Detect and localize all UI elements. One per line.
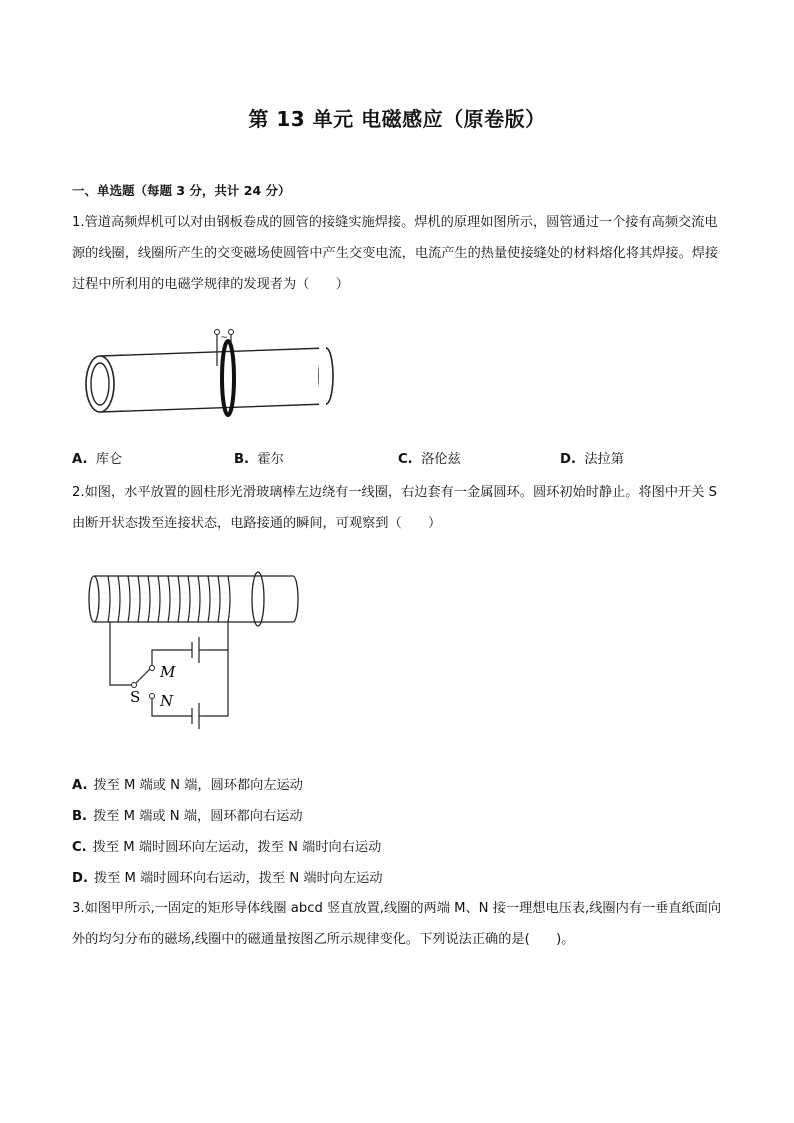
option-c-text: 洛伦兹: [421, 452, 461, 467]
option-b[interactable]: [234, 448, 284, 467]
option-a-label: A.: [72, 452, 88, 467]
q2-option-c[interactable]: [72, 836, 381, 855]
q2-option-d[interactable]: [72, 867, 383, 886]
coil-rod-circuit-figure: [86, 568, 306, 733]
q2-option-a-label: A.: [72, 778, 88, 793]
q2-option-b-label: B.: [72, 809, 88, 824]
question-1-text: 1.管道高频焊机可以对由钢板卷成的圆管的接缝实施焊接。焊机的原理如图所示，圆管通过一个接有高频交流电源的线圈，线圈所产生的交变磁场使圆管中产生交变电流，电流产生的热量使接缝处的材料熔化将其焊接。焊接过程中所利用的电磁学规律的发现者为（ ）: [72, 215, 719, 292]
q2-option-d-text: 拨至 M 端时圆环向右运动，拨至 N 端时向左运动: [93, 871, 383, 886]
q2-option-b[interactable]: [72, 805, 303, 824]
option-b-text: 霍尔: [257, 452, 284, 467]
option-a[interactable]: [72, 448, 122, 467]
question-2-text: 2.如图，水平放置的圆柱形光滑玻璃棒左边绕有一线圈，右边套有一金属圆环。圆环初始时静止。将图中开关 S 由断开状态拨至连接状态，电路接通的瞬间，可观察到（ ）: [72, 485, 717, 531]
question-1-options: [72, 448, 724, 474]
q2-option-c-text: 拨至 M 端时圆环向左运动，拨至 N 端时向右运动: [92, 840, 382, 855]
q2-option-b-text: 拨至 M 端或 N 端，圆环都向右运动: [93, 809, 303, 824]
q2-option-d-label: D.: [72, 871, 88, 886]
q2-option-c-label: C.: [72, 840, 87, 855]
ac-source-symbol: ~: [220, 333, 228, 343]
option-c-label: C.: [398, 452, 413, 467]
welding-pipe-figure: [78, 326, 338, 426]
section-heading: 一、单选题（每题 3 分，共计 24 分）: [72, 183, 291, 198]
option-c[interactable]: [398, 448, 461, 467]
option-d-text: 法拉第: [584, 452, 624, 467]
option-d[interactable]: [560, 448, 624, 467]
option-b-label: B.: [234, 452, 250, 467]
option-d-label: D.: [560, 452, 576, 467]
option-a-text: 库仑: [95, 452, 123, 467]
switch-s-label: S: [130, 688, 141, 706]
q2-option-a[interactable]: [72, 774, 303, 793]
terminal-n-label: N: [160, 692, 174, 710]
question-3-text: 3.如图甲所示,一固定的矩形导体线圈 abcd 竖直放置,线圈的两端 M、N 接一理想电压表,线圈内有一垂直纸面向外的均匀分布的磁场,线圈中的磁通量按图乙所示规律变化。下列说法正确的是( )。: [72, 901, 722, 947]
page-title: 第 13 单元 电磁感应（原卷版）: [248, 107, 546, 131]
terminal-m-label: M: [160, 663, 176, 681]
q2-option-a-text: 拨至 M 端或 N 端，圆环都向左运动: [93, 778, 303, 793]
